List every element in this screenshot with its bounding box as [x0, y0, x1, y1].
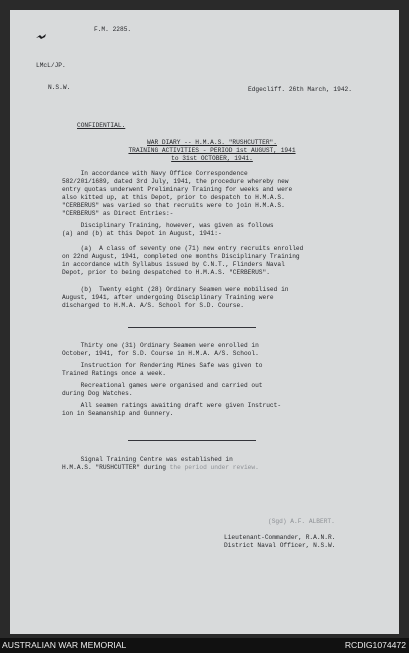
paragraph-3: (a) A class of seventy one (71) new entry recruits enrolled on 22nd August, 1941, completed one months Disciplinary Training in accordance with Syllabus issued by C.N.T., Flinders Naval Depot, prior to being despatched to H.M.A.S. "CERBERUS".: [62, 245, 304, 276]
paragraph-7: Recreational games were organised and carried out during Dog Watches.: [62, 382, 263, 397]
title-line-3: to 31st OCTOBER, 1941.: [171, 155, 253, 162]
paragraph-9-line-1: Signal Training Centre was established in: [62, 456, 233, 463]
paragraph-9-line-2-typed: H.M.A.S. "RUSHCUTTER" during: [62, 464, 166, 471]
place-date: Edgecliff. 26th March, 1942.: [248, 86, 352, 93]
footer-record-id: RCDIG1074472: [344, 640, 406, 650]
paragraph-9-line-2: [62, 464, 259, 472]
signature-office: District Naval Officer, N.S.W.: [224, 542, 336, 549]
footer-bar: [0, 638, 409, 653]
paragraph-1: In accordance with Navy Office Correspondence 582/201/1689, dated 3rd July, 1941, the procedure whereby new entry quotas underwent Preliminary Training for weeks and were also kitted up, at this Depot, prior to despatch to H.M.A.S. "CERBERUS" was varied so that recruits were to join H.M.A.S. "CERBERUS" as Direct Entries:-: [62, 170, 293, 217]
section-divider: [128, 440, 256, 441]
paragraph-6: Instruction for Rendering Mines Safe was given to Trained Ratings once a week.: [62, 362, 263, 377]
paragraph-9-line-2-faded: the period under review.: [165, 464, 259, 471]
paragraph-5: Thirty one (31) Ordinary Seamen were enrolled in October, 1941, for S.D. Course in H.M.A. A/S. School.: [62, 342, 259, 357]
title-line-2: TRAINING ACTIVITIES - PERIOD 1st AUGUST, 1941: [128, 147, 296, 154]
paragraph-2: Disciplinary Training, however, was given as follows (a) and (b) at this Depot in August, 1941:-: [62, 222, 274, 237]
classification: CONFIDENTIAL.: [77, 122, 126, 129]
state-label: N.S.W.: [48, 84, 71, 91]
initials: LMcL/JP.: [36, 62, 66, 69]
paragraph-8: All seamen ratings awaiting draft were given Instruct- ion in Seamanship and Gunnery.: [62, 402, 282, 417]
paragraph-4: (b) Twenty eight (28) Ordinary Seamen were mobilised in August, 1941, after undergoing Disciplinary Training were discharged to H.M.A. A/S. School for S.D. Course.: [62, 286, 289, 309]
ink-mark: [36, 34, 47, 40]
signature-signed: (Sgd) A.F. ALBERT.: [268, 518, 335, 525]
section-divider: [128, 327, 256, 328]
signature-rank: Lieutenant-Commander, R.A.N.R.: [224, 534, 336, 541]
document-page: [10, 10, 399, 634]
file-reference: F.M. 2285.: [94, 26, 132, 33]
footer-institution: AUSTRALIAN WAR MEMORIAL: [2, 640, 127, 650]
title-line-1: WAR DIARY -- H.M.A.S. "RUSHCUTTER".: [147, 139, 277, 146]
